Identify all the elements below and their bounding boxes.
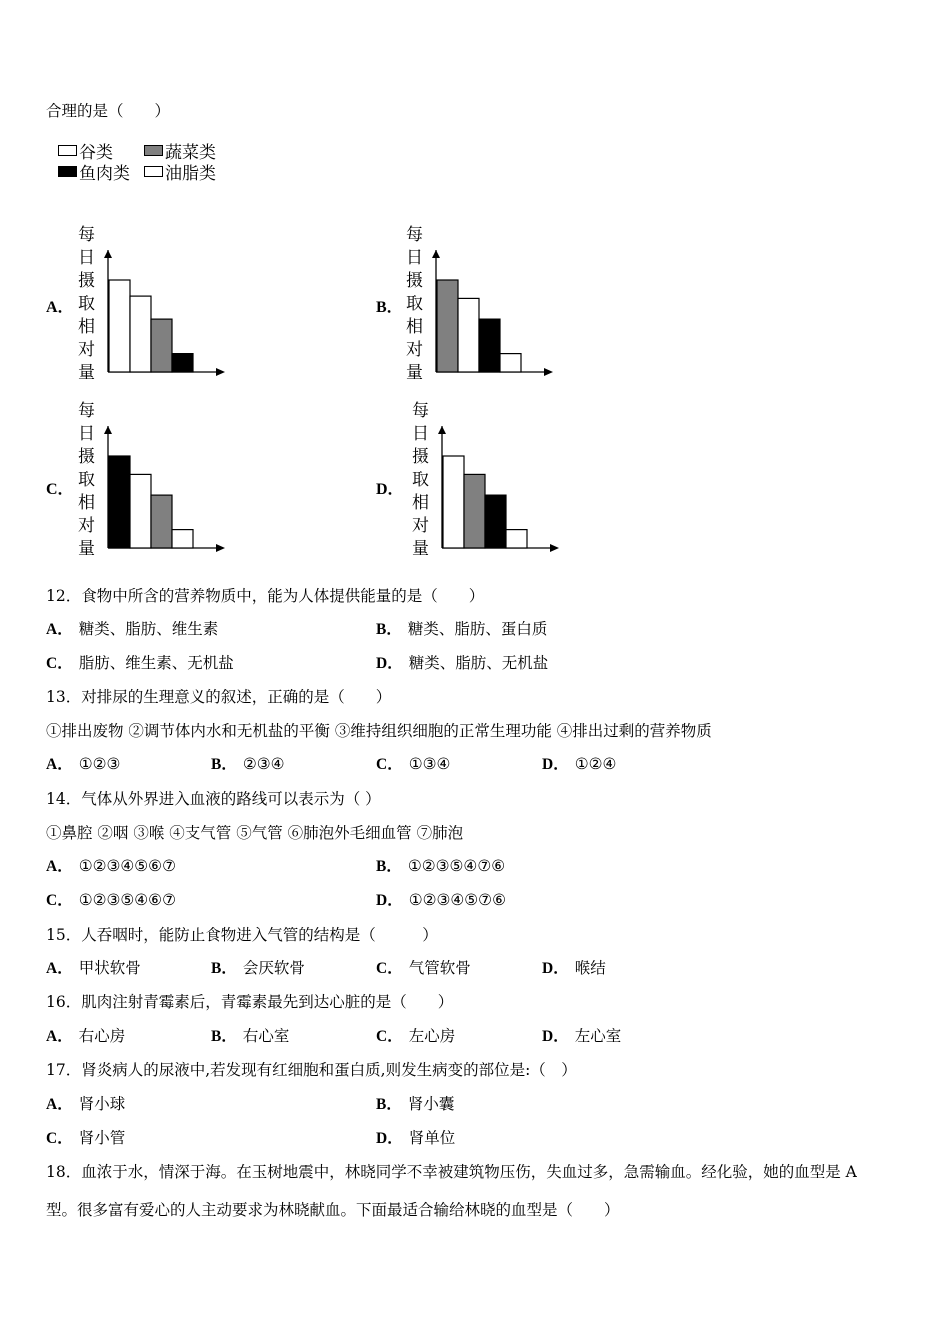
bar bbox=[151, 319, 172, 372]
q15-option-a[interactable]: A． 甲状软骨 bbox=[46, 959, 141, 977]
q17-option-c[interactable]: C． 肾小管 bbox=[46, 1129, 126, 1147]
y-axis-label-char: 相 bbox=[406, 317, 423, 337]
option-label: D． bbox=[376, 481, 404, 498]
y-axis-label-char: 对 bbox=[78, 340, 95, 360]
q15-stem: 15．人吞咽时，能防止食物进入气管的结构是（ ） bbox=[46, 926, 438, 944]
y-axis-label-char: 量 bbox=[406, 363, 423, 383]
bar bbox=[437, 280, 458, 372]
y-axis-label-char: 量 bbox=[412, 539, 429, 559]
q18-stem-line2: 型。很多富有爱心的人主动要求为林晓献血。下面最适合输给林晓的血型是（ ） bbox=[46, 1201, 620, 1219]
q16-option-d[interactable]: D． 左心室 bbox=[542, 1027, 622, 1045]
bar bbox=[172, 354, 193, 372]
y-axis-label-char: 取 bbox=[406, 294, 423, 314]
q13-stem: 13．对排尿的生理意义的叙述，正确的是（ ） bbox=[46, 688, 392, 706]
bar-chart bbox=[78, 222, 278, 382]
q16-option-a[interactable]: A． 右心房 bbox=[46, 1027, 126, 1045]
q12-option-d[interactable]: D． 糖类、脂肪、无机盐 bbox=[376, 654, 549, 672]
y-axis-label-char: 摄 bbox=[78, 447, 95, 467]
bar bbox=[506, 530, 527, 548]
y-axis-label-char: 相 bbox=[412, 493, 429, 513]
y-axis-arrow-icon bbox=[104, 426, 112, 434]
q13-items: ①排出废物 ②调节体内水和无机盐的平衡 ③维持组织细胞的正常生理功能 ④排出过剩的营养物质 bbox=[46, 722, 712, 740]
y-axis-label-char: 摄 bbox=[78, 271, 95, 291]
q12-option-a[interactable]: A． 糖类、脂肪、维生素 bbox=[46, 620, 219, 638]
y-axis-arrow-icon bbox=[438, 426, 446, 434]
x-axis-arrow-icon bbox=[544, 368, 553, 376]
y-axis-label-char: 每 bbox=[78, 225, 95, 245]
q13-option-d[interactable]: D． ①②④ bbox=[542, 755, 617, 773]
bar-chart bbox=[412, 398, 612, 558]
q14-option-c[interactable]: C． ①②③⑤④⑥⑦ bbox=[46, 891, 176, 909]
option-label: A． bbox=[46, 299, 74, 316]
bar bbox=[130, 296, 151, 372]
bar bbox=[479, 319, 500, 372]
question-intro: 合理的是（ ） bbox=[46, 102, 171, 120]
y-axis-label-char: 取 bbox=[78, 470, 95, 490]
bar-chart bbox=[406, 222, 606, 382]
y-axis-label-char: 日 bbox=[406, 248, 423, 268]
q14-items: ①鼻腔 ②咽 ③喉 ④支气管 ⑤气管 ⑥肺泡外毛细血管 ⑦肺泡 bbox=[46, 824, 464, 842]
y-axis-label-char: 对 bbox=[78, 516, 95, 536]
q16-option-b[interactable]: B． 右心室 bbox=[211, 1027, 290, 1045]
bar bbox=[443, 456, 464, 548]
q14-option-b[interactable]: B． ①②③⑤④⑦⑥ bbox=[376, 857, 506, 875]
y-axis-label-char: 取 bbox=[412, 470, 429, 490]
y-axis-label-char: 量 bbox=[78, 539, 95, 559]
q16-stem: 16．肌肉注射青霉素后，青霉素最先到达心脏的是（ ） bbox=[46, 993, 454, 1011]
q17-option-a[interactable]: A． 肾小球 bbox=[46, 1095, 126, 1113]
q15-option-b[interactable]: B． 会厌软骨 bbox=[211, 959, 305, 977]
y-axis-label-char: 对 bbox=[412, 516, 429, 536]
bar bbox=[485, 495, 506, 548]
q17-stem: 17．肾炎病人的尿液中,若发现有红细胞和蛋白质,则发生病变的部位是:（ ） bbox=[46, 1061, 577, 1079]
bar bbox=[464, 474, 485, 548]
q13-option-a[interactable]: A． ①②③ bbox=[46, 755, 121, 773]
q14-stem: 14．气体从外界进入血液的路线可以表示为（ ） bbox=[46, 790, 381, 808]
y-axis-label-char: 相 bbox=[78, 493, 95, 513]
x-axis-arrow-icon bbox=[216, 544, 225, 552]
q12-option-c[interactable]: C． 脂肪、维生素、无机盐 bbox=[46, 654, 234, 672]
bar bbox=[109, 456, 130, 548]
legend-item-fish-meat: 鱼肉类 bbox=[58, 159, 144, 184]
q12-option-b[interactable]: B． 糖类、脂肪、蛋白质 bbox=[376, 620, 548, 638]
q14-option-d[interactable]: D． ①②③④⑤⑦⑥ bbox=[376, 891, 506, 909]
legend-swatch bbox=[144, 166, 163, 177]
y-axis-label-char: 每 bbox=[406, 225, 423, 245]
q13-option-c[interactable]: C． ①③④ bbox=[376, 755, 451, 773]
y-axis-label-char: 对 bbox=[406, 340, 423, 360]
q17-option-d[interactable]: D． 肾单位 bbox=[376, 1129, 456, 1147]
option-label: B． bbox=[376, 299, 403, 316]
legend-swatch bbox=[58, 166, 77, 177]
q14-option-a[interactable]: A． ①②③④⑤⑥⑦ bbox=[46, 857, 176, 875]
bar bbox=[458, 298, 479, 372]
y-axis-label-char: 日 bbox=[78, 424, 95, 444]
option-label: C． bbox=[46, 481, 74, 498]
q17-option-b[interactable]: B． 肾小囊 bbox=[376, 1095, 455, 1113]
q12-stem: 12．食物中所含的营养物质中，能为人体提供能量的是（ ） bbox=[46, 587, 485, 605]
y-axis-arrow-icon bbox=[104, 250, 112, 258]
bar bbox=[500, 354, 521, 372]
legend-item-vegetable: 蔬菜类 bbox=[144, 138, 230, 163]
x-axis-arrow-icon bbox=[550, 544, 559, 552]
legend-item-grain: 谷类 bbox=[58, 138, 144, 163]
q16-option-c[interactable]: C． 左心房 bbox=[376, 1027, 456, 1045]
y-axis-label-char: 每 bbox=[412, 401, 429, 421]
q18-stem-line1: 18．血浓于水，情深于海。在玉树地震中，林晓同学不幸被建筑物压伤，失血过多，急需输血。经化验，她的血型是 A bbox=[46, 1163, 857, 1181]
y-axis-label-char: 量 bbox=[78, 363, 95, 383]
y-axis-arrow-icon bbox=[432, 250, 440, 258]
bar bbox=[151, 495, 172, 548]
bar bbox=[109, 280, 130, 372]
legend-item-oil: 油脂类 bbox=[144, 159, 230, 184]
legend-swatch bbox=[58, 145, 77, 156]
bar bbox=[130, 474, 151, 548]
y-axis-label-char: 日 bbox=[78, 248, 95, 268]
y-axis-label-char: 相 bbox=[78, 317, 95, 337]
y-axis-label-char: 摄 bbox=[406, 271, 423, 291]
bar-chart bbox=[78, 398, 278, 558]
q13-option-b[interactable]: B． ②③④ bbox=[211, 755, 285, 773]
legend-swatch bbox=[144, 145, 163, 156]
y-axis-label-char: 取 bbox=[78, 294, 95, 314]
y-axis-label-char: 摄 bbox=[412, 447, 429, 467]
y-axis-label-char: 日 bbox=[412, 424, 429, 444]
q15-option-d[interactable]: D． 喉结 bbox=[542, 959, 606, 977]
y-axis-label-char: 每 bbox=[78, 401, 95, 421]
chart-legend bbox=[58, 140, 230, 182]
x-axis-arrow-icon bbox=[216, 368, 225, 376]
bar bbox=[172, 530, 193, 548]
q15-option-c[interactable]: C． 气管软骨 bbox=[376, 959, 471, 977]
